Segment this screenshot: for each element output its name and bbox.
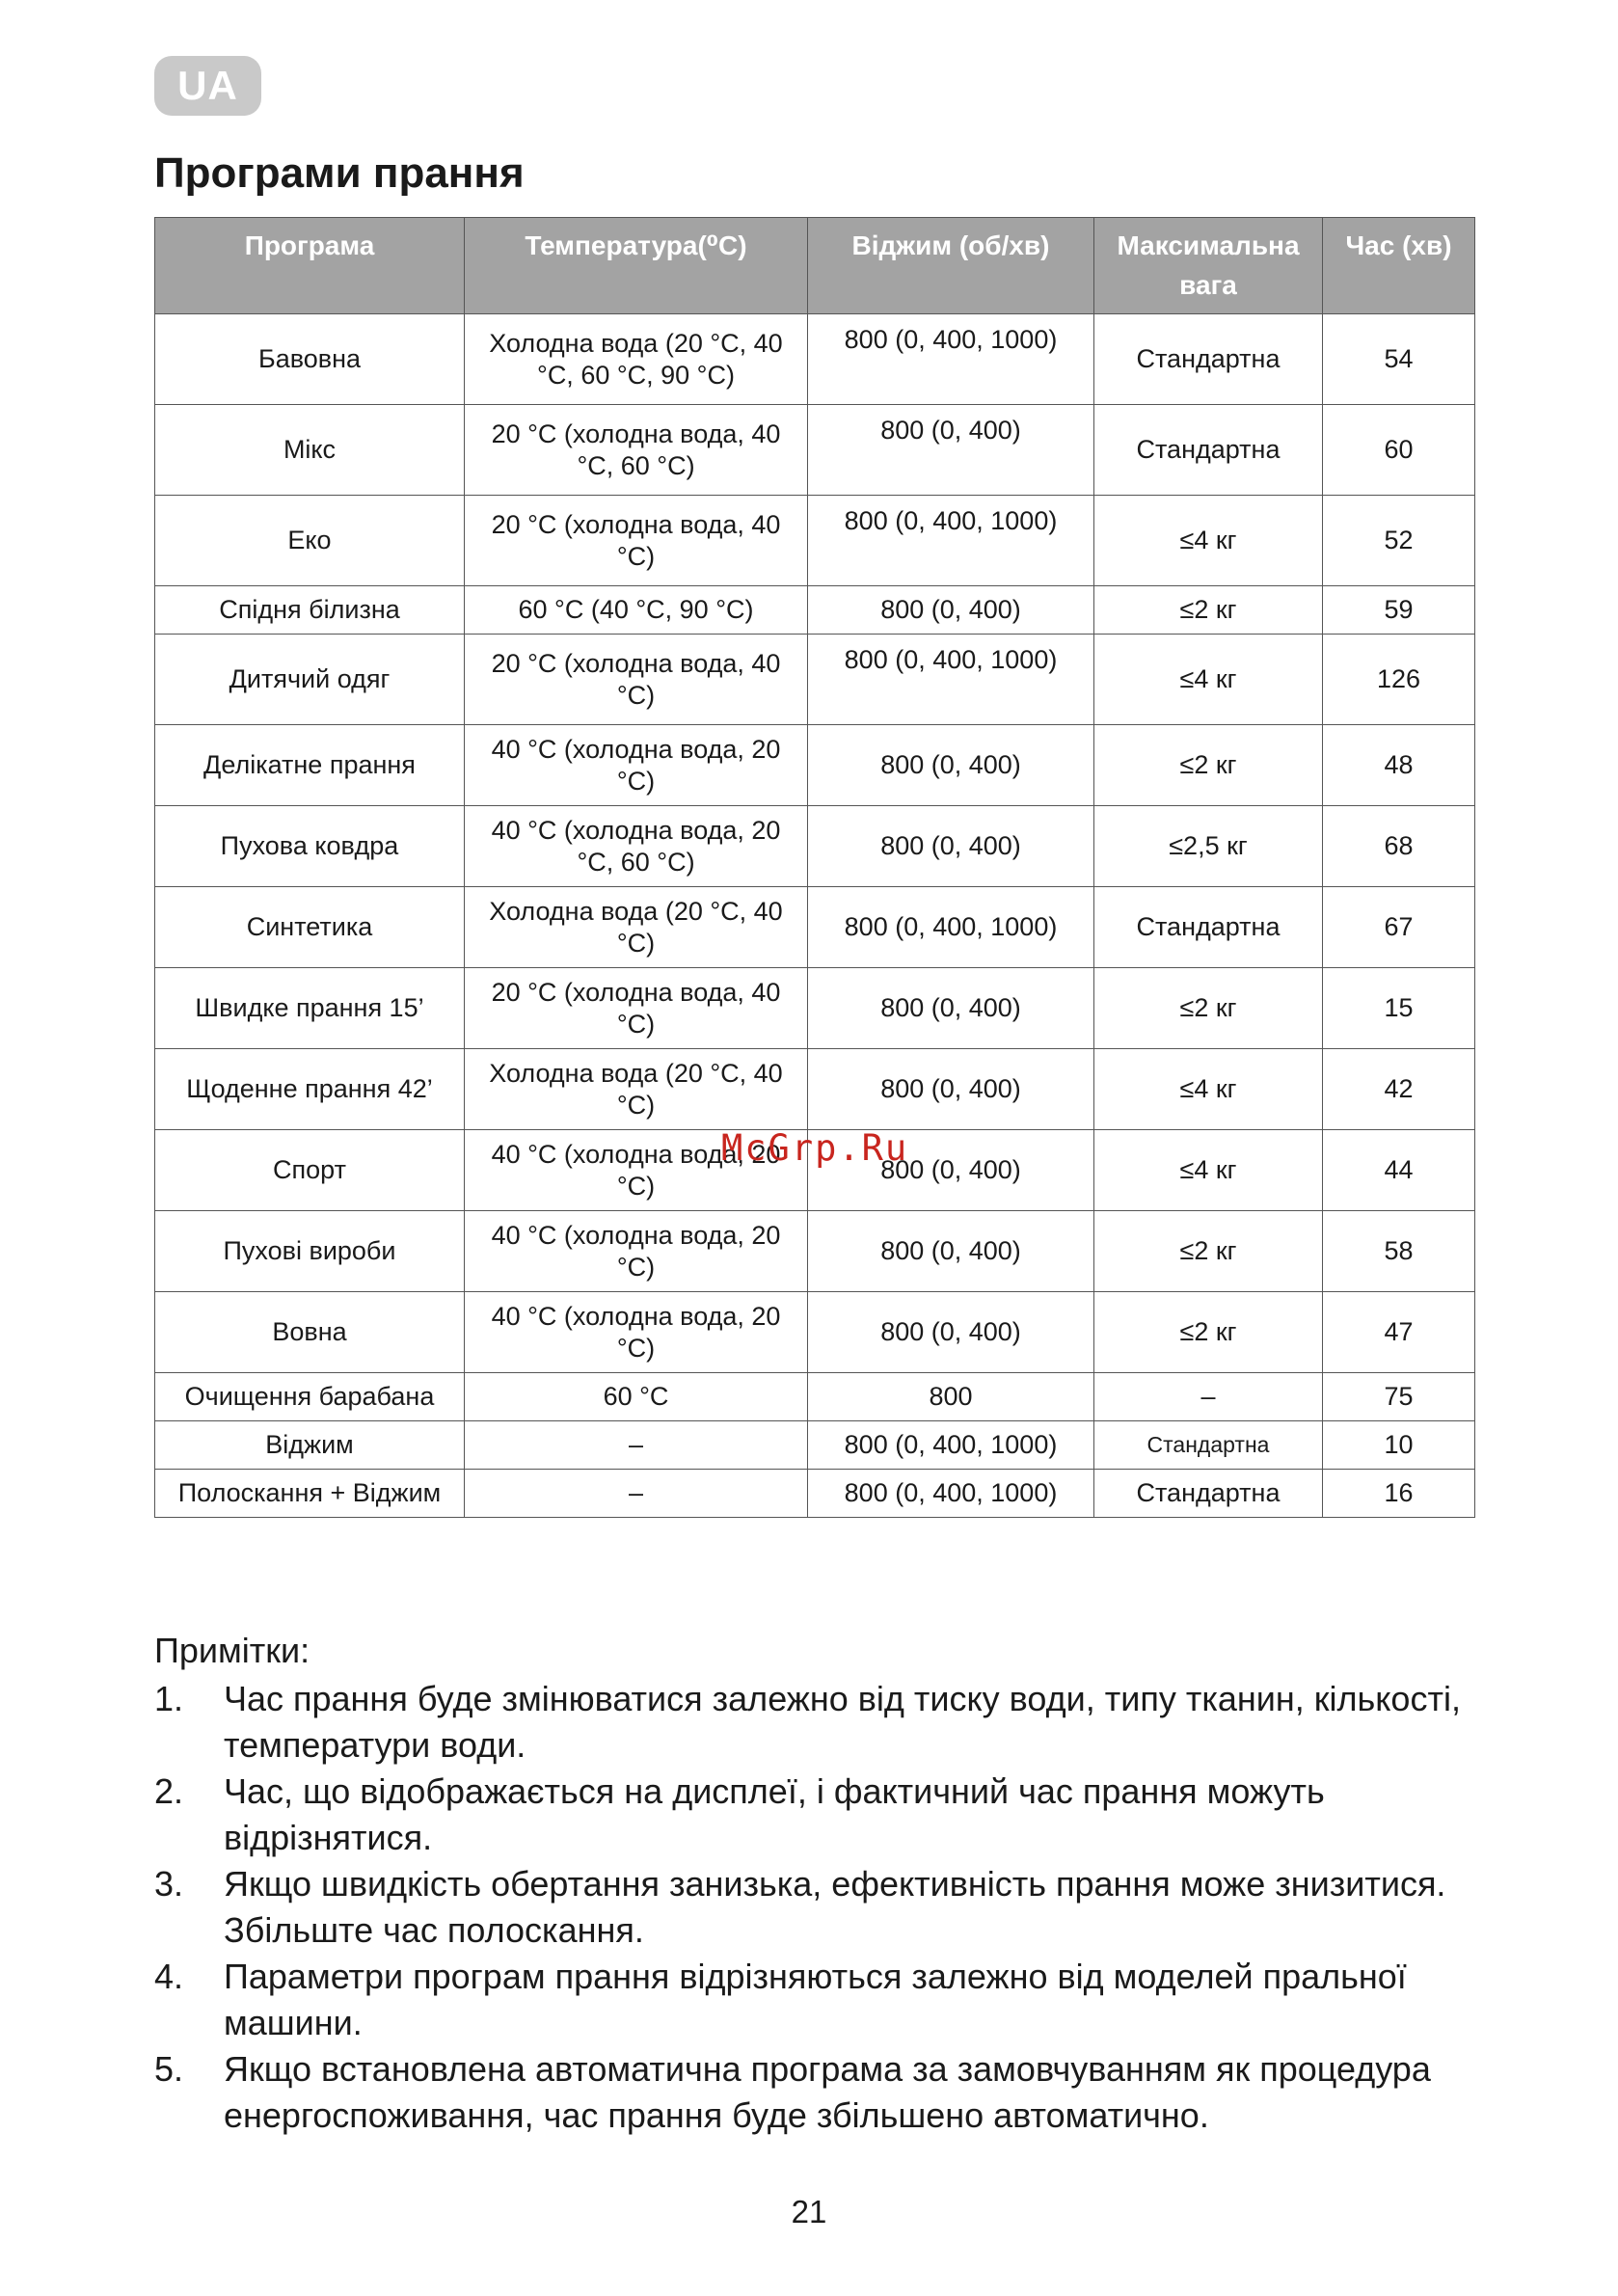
note-text: Час прання буде змінюватися залежно від тиску води, типу тканин, кількості, температури води. <box>224 1679 1461 1765</box>
table-row <box>155 806 1475 887</box>
note-number: 5. <box>154 2049 184 2089</box>
cell-spin: 800 (0, 400, 1000) <box>808 635 1094 725</box>
note-text: Якщо швидкість обертання занизька, ефективність прання може знизитися. Збільште час полоскання. <box>224 1864 1446 1950</box>
cell-max-weight: ≤2 кг <box>1094 968 1323 1049</box>
cell-time: 60 <box>1323 405 1475 496</box>
table-header-row <box>155 218 1475 314</box>
cell-temperature: 20 °C (холодна вода, 40 °C) <box>465 635 808 725</box>
cell-program: Вовна <box>155 1292 465 1373</box>
page-title: Програми прання <box>154 149 525 197</box>
cell-program: Бавовна <box>155 314 465 405</box>
cell-max-weight: ≤4 кг <box>1094 1130 1323 1211</box>
cell-program: Пухові вироби <box>155 1211 465 1292</box>
cell-spin: 800 (0, 400, 1000) <box>808 1421 1094 1470</box>
table-row <box>155 1373 1475 1421</box>
cell-max-weight: ≤2 кг <box>1094 1211 1323 1292</box>
cell-max-weight: ≤2 кг <box>1094 1292 1323 1373</box>
cell-time: 47 <box>1323 1292 1475 1373</box>
cell-max-weight: ≤4 кг <box>1094 635 1323 725</box>
table-row <box>155 1211 1475 1292</box>
cell-temperature: 40 °C (холодна вода, 20 °C) <box>465 725 808 806</box>
note-item <box>154 1769 1485 1861</box>
cell-temperature: Холодна вода (20 °C, 40 °C) <box>465 1049 808 1130</box>
cell-max-weight: Стандартна <box>1094 1470 1323 1518</box>
cell-program: Швидке прання 15’ <box>155 968 465 1049</box>
cell-max-weight: Стандартна <box>1094 405 1323 496</box>
cell-temperature: 60 °C (40 °C, 90 °C) <box>465 586 808 635</box>
cell-program: Віджим <box>155 1421 465 1470</box>
header-temperature: Температура(⁰C) <box>465 218 808 314</box>
cell-max-weight: Стандартна <box>1094 314 1323 405</box>
cell-spin: 800 (0, 400, 1000) <box>808 314 1094 405</box>
cell-program: Синтетика <box>155 887 465 968</box>
cell-temperature: 20 °C (холодна вода, 40 °C, 60 °C) <box>465 405 808 496</box>
cell-temperature: Холодна вода (20 °C, 40 °C, 60 °C, 90 °C) <box>465 314 808 405</box>
note-item <box>154 1676 1485 1769</box>
cell-program: Полоскання + Віджим <box>155 1470 465 1518</box>
cell-spin: 800 (0, 400) <box>808 1049 1094 1130</box>
table-row <box>155 635 1475 725</box>
note-item <box>154 2046 1485 2139</box>
notes-section <box>154 1628 1485 2139</box>
cell-spin: 800 (0, 400, 1000) <box>808 496 1094 586</box>
cell-max-weight: ≤4 кг <box>1094 1049 1323 1130</box>
cell-program: Еко <box>155 496 465 586</box>
cell-spin: 800 (0, 400, 1000) <box>808 1470 1094 1518</box>
note-number: 2. <box>154 1771 184 1811</box>
header-program: Програма <box>155 218 465 314</box>
cell-spin: 800 (0, 400) <box>808 968 1094 1049</box>
header-max-weight: Максимальна вага <box>1094 218 1323 314</box>
cell-time: 44 <box>1323 1130 1475 1211</box>
cell-spin: 800 (0, 400) <box>808 806 1094 887</box>
table-row <box>155 725 1475 806</box>
cell-temperature: 40 °C (холодна вода, 20 °C) <box>465 1292 808 1373</box>
table-row <box>155 1049 1475 1130</box>
table-row <box>155 1421 1475 1470</box>
note-number: 3. <box>154 1864 184 1904</box>
cell-program: Делікатне прання <box>155 725 465 806</box>
cell-max-weight: Стандартна <box>1094 887 1323 968</box>
table-row <box>155 496 1475 586</box>
table-row <box>155 405 1475 496</box>
cell-time: 16 <box>1323 1470 1475 1518</box>
cell-time: 52 <box>1323 496 1475 586</box>
note-number: 1. <box>154 1679 184 1718</box>
washing-programs-table <box>154 217 1475 1518</box>
cell-time: 54 <box>1323 314 1475 405</box>
cell-max-weight: ≤2,5 кг <box>1094 806 1323 887</box>
cell-spin: 800 (0, 400) <box>808 1211 1094 1292</box>
page-number: 21 <box>791 2194 827 2229</box>
watermark: McGrp.Ru <box>721 1127 909 1169</box>
cell-max-weight: ≤2 кг <box>1094 586 1323 635</box>
cell-program: Щоденне прання 42’ <box>155 1049 465 1130</box>
cell-program: Спідня білизна <box>155 586 465 635</box>
cell-program: Мікс <box>155 405 465 496</box>
table-row <box>155 586 1475 635</box>
cell-spin: 800 (0, 400) <box>808 725 1094 806</box>
cell-program: Очищення барабана <box>155 1373 465 1421</box>
cell-temperature: 20 °C (холодна вода, 40 °C) <box>465 496 808 586</box>
cell-time: 15 <box>1323 968 1475 1049</box>
cell-program: Пухова ковдра <box>155 806 465 887</box>
cell-time: 126 <box>1323 635 1475 725</box>
cell-time: 48 <box>1323 725 1475 806</box>
note-item <box>154 1861 1485 1954</box>
header-time: Час (хв) <box>1323 218 1475 314</box>
cell-temperature: – <box>465 1470 808 1518</box>
cell-spin: 800 (0, 400) <box>808 1292 1094 1373</box>
cell-time: 42 <box>1323 1049 1475 1130</box>
cell-spin: 800 (0, 400, 1000) <box>808 887 1094 968</box>
cell-temperature: 40 °C (холодна вода, 20 °C) <box>465 1130 808 1211</box>
note-number: 4. <box>154 1957 184 1996</box>
note-item <box>154 1954 1485 2046</box>
cell-program: Спорт <box>155 1130 465 1211</box>
table-row <box>155 1292 1475 1373</box>
cell-time: 68 <box>1323 806 1475 887</box>
cell-time: 67 <box>1323 887 1475 968</box>
cell-temperature: Холодна вода (20 °C, 40 °C) <box>465 887 808 968</box>
cell-temperature: – <box>465 1421 808 1470</box>
cell-spin: 800 (0, 400) <box>808 586 1094 635</box>
cell-max-weight: Стандартна <box>1094 1421 1323 1470</box>
table-row <box>155 1470 1475 1518</box>
note-text: Час, що відображається на дисплеї, і фактичний час прання можуть відрізнятися. <box>224 1771 1325 1857</box>
header-spin: Віджим (об/хв) <box>808 218 1094 314</box>
cell-spin: 800 <box>808 1373 1094 1421</box>
language-badge: UA <box>154 56 261 116</box>
cell-max-weight: ≤2 кг <box>1094 725 1323 806</box>
cell-temperature: 40 °C (холодна вода, 20 °C) <box>465 1211 808 1292</box>
cell-max-weight: – <box>1094 1373 1323 1421</box>
cell-spin: 800 (0, 400) <box>808 1130 1094 1211</box>
cell-max-weight: ≤4 кг <box>1094 496 1323 586</box>
cell-spin: 800 (0, 400) <box>808 405 1094 496</box>
table-row <box>155 314 1475 405</box>
cell-time: 59 <box>1323 586 1475 635</box>
cell-temperature: 40 °C (холодна вода, 20 °C, 60 °C) <box>465 806 808 887</box>
note-text: Якщо встановлена автоматична програма за замовчуванням як процедура енергоспоживання, час прання буде збільшено автоматично. <box>224 2049 1431 2135</box>
cell-time: 10 <box>1323 1421 1475 1470</box>
cell-program: Дитячий одяг <box>155 635 465 725</box>
cell-temperature: 60 °C <box>465 1373 808 1421</box>
note-text: Параметри програм прання відрізняються залежно від моделей пральної машини. <box>224 1957 1407 2042</box>
table-row <box>155 968 1475 1049</box>
cell-temperature: 20 °C (холодна вода, 40 °C) <box>465 968 808 1049</box>
table-row <box>155 887 1475 968</box>
cell-time: 58 <box>1323 1211 1475 1292</box>
notes-title: Примітки: <box>154 1631 310 1670</box>
cell-time: 75 <box>1323 1373 1475 1421</box>
